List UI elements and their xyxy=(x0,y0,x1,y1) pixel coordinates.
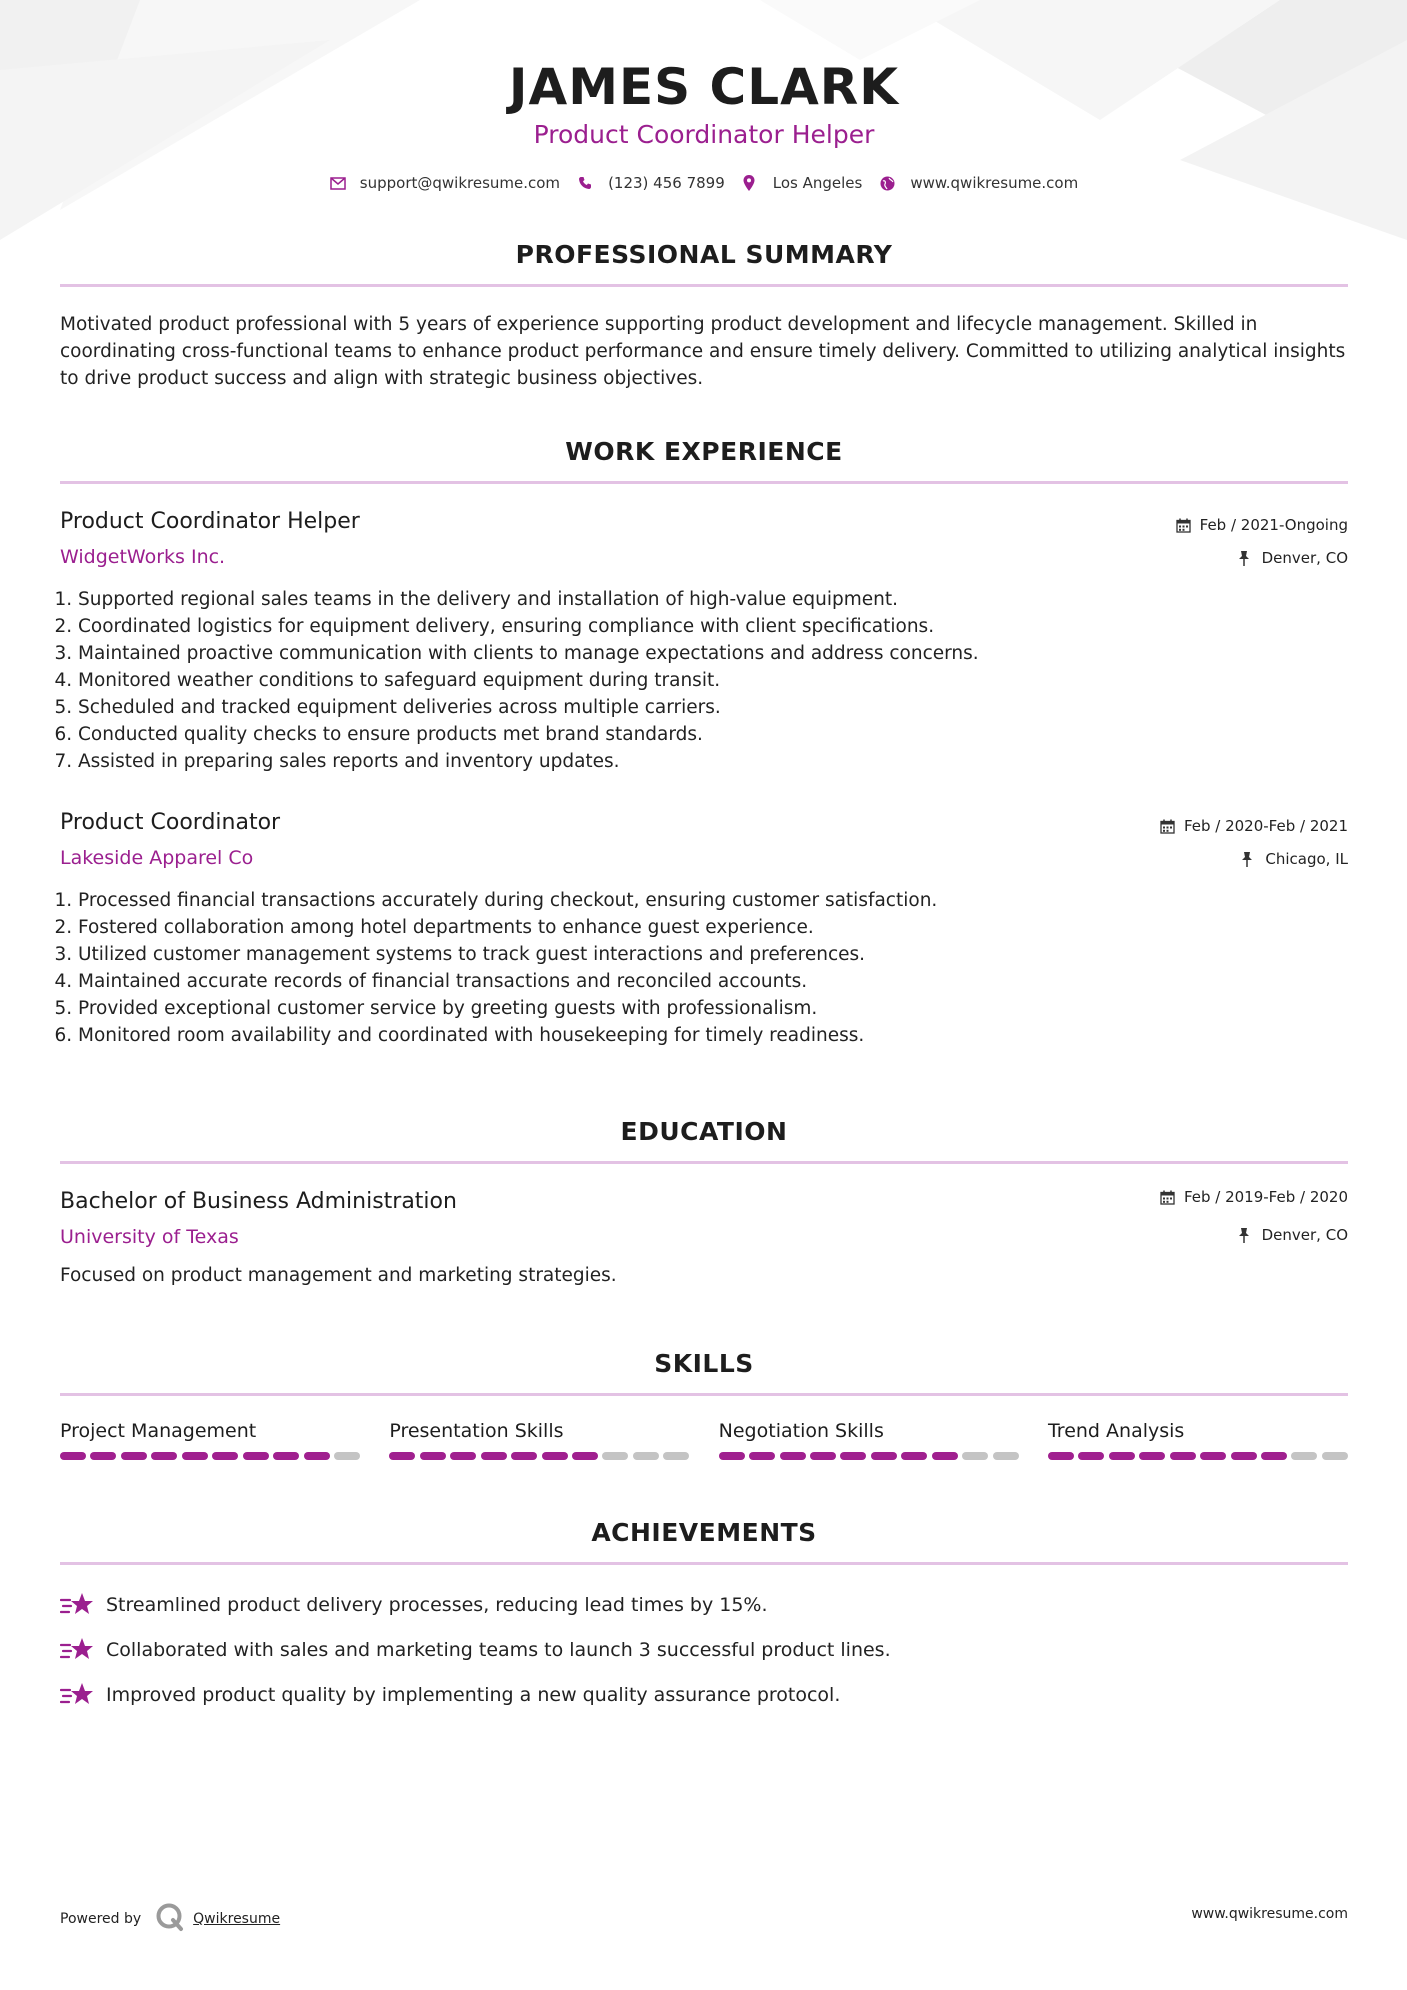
contact-website[interactable] xyxy=(880,174,1078,192)
globe-icon xyxy=(880,175,896,191)
skill-segment-filled xyxy=(749,1452,775,1460)
skill-segment-filled xyxy=(243,1452,269,1460)
job-dates-text: Feb / 2020-Feb / 2021 xyxy=(1183,817,1348,835)
skill-segment-empty xyxy=(1291,1452,1317,1460)
achievement-item xyxy=(60,1681,840,1709)
footer-powered-by xyxy=(60,1902,280,1936)
skill-item xyxy=(719,1420,1019,1460)
skill-segment-filled xyxy=(901,1452,927,1460)
skill-segment-filled xyxy=(871,1452,897,1460)
job-company: WidgetWorks Inc. xyxy=(60,546,226,568)
list-item: 3. Utilized customer management systems to track guest interactions and preferences. xyxy=(78,941,1338,968)
skill-segment-filled xyxy=(511,1452,537,1460)
skills-list xyxy=(60,1420,1348,1460)
skill-level-bar xyxy=(719,1452,1019,1460)
skill-segment-filled xyxy=(1078,1452,1104,1460)
skill-segment-empty xyxy=(1322,1452,1348,1460)
qwikresume-logo-icon xyxy=(155,1902,185,1936)
calendar-icon xyxy=(1160,819,1175,834)
skill-segment-empty xyxy=(334,1452,360,1460)
job-location-text: Chicago, IL xyxy=(1265,850,1348,868)
skill-segment-empty xyxy=(962,1452,988,1460)
education-dates-text: Feb / 2019-Feb / 2020 xyxy=(1183,1188,1348,1206)
job-dates xyxy=(1160,817,1348,835)
contact-bar xyxy=(60,174,1348,192)
section-title-achievements: ACHIEVEMENTS xyxy=(591,1518,817,1547)
job-dates-text: Feb / 2021-Ongoing xyxy=(1199,516,1348,534)
list-item: 3. Maintained proactive communication with clients to manage expectations and address concerns. xyxy=(78,640,1338,667)
skill-item xyxy=(1048,1420,1348,1460)
skill-name: Presentation Skills xyxy=(389,1420,564,1442)
achievement-item xyxy=(60,1591,768,1619)
section-title-skills: SKILLS xyxy=(654,1349,754,1378)
skill-segment-empty xyxy=(663,1452,689,1460)
skill-segment-filled xyxy=(1231,1452,1257,1460)
skill-segment-filled xyxy=(273,1452,299,1460)
skill-segment-filled xyxy=(212,1452,238,1460)
education-dates xyxy=(1160,1188,1348,1206)
skill-segment-filled xyxy=(1139,1452,1165,1460)
list-item: 6. Monitored room availability and coordinated with housekeeping for timely readiness. xyxy=(78,1022,1338,1049)
pushpin-icon xyxy=(1238,1228,1253,1243)
skill-segment-filled xyxy=(780,1452,806,1460)
brand-link[interactable]: Qwikresume xyxy=(193,1911,281,1927)
list-item: 5. Scheduled and tracked equipment deliveries across multiple carriers. xyxy=(78,694,1338,721)
job-company: Lakeside Apparel Co xyxy=(60,847,254,869)
education-school: University of Texas xyxy=(60,1226,239,1248)
pushpin-icon xyxy=(1238,551,1253,566)
shooting-star-icon xyxy=(60,1591,94,1619)
skill-segment-filled xyxy=(60,1452,86,1460)
achievement-text: Improved product quality by implementing a new quality assurance protocol. xyxy=(106,1684,841,1706)
section-divider xyxy=(60,1562,1348,1565)
skill-segment-filled xyxy=(932,1452,958,1460)
section-divider xyxy=(60,481,1348,484)
achievement-item xyxy=(60,1636,891,1664)
footer-website[interactable]: www.qwikresume.com xyxy=(1191,1906,1348,1922)
list-item: 2. Coordinated logistics for equipment delivery, ensuring compliance with client specifications. xyxy=(78,613,1338,640)
skill-segment-filled xyxy=(121,1452,147,1460)
achievement-text: Collaborated with sales and marketing teams to launch 3 successful product lines. xyxy=(106,1639,891,1661)
skill-segment-filled xyxy=(719,1452,745,1460)
skill-level-bar xyxy=(1048,1452,1348,1460)
list-item: 1. Processed financial transactions accurately during checkout, ensuring customer satisfaction. xyxy=(78,887,1338,914)
skill-segment-filled xyxy=(840,1452,866,1460)
list-item: 2. Fostered collaboration among hotel departments to enhance guest experience. xyxy=(78,914,1338,941)
section-title-summary: PROFESSIONAL SUMMARY xyxy=(515,240,893,269)
contact-email-text: support@qwikresume.com xyxy=(359,174,561,192)
skill-item xyxy=(389,1420,689,1460)
map-marker-icon xyxy=(743,175,759,191)
skill-segment-filled xyxy=(420,1452,446,1460)
education-degree: Bachelor of Business Administration xyxy=(60,1189,457,1214)
section-divider xyxy=(60,1161,1348,1164)
calendar-icon xyxy=(1176,518,1191,533)
skill-segment-filled xyxy=(1200,1452,1226,1460)
list-item: 4. Maintained accurate records of financial transactions and reconciled accounts. xyxy=(78,968,1338,995)
skill-segment-filled xyxy=(1048,1452,1074,1460)
skill-segment-filled xyxy=(304,1452,330,1460)
education-location-text: Denver, CO xyxy=(1261,1226,1348,1244)
skill-segment-filled xyxy=(151,1452,177,1460)
list-item: 6. Conducted quality checks to ensure products met brand standards. xyxy=(78,721,1338,748)
achievement-text: Streamlined product delivery processes, reducing lead times by 15%. xyxy=(106,1594,768,1616)
shooting-star-icon xyxy=(60,1681,94,1709)
section-title-experience: WORK EXPERIENCE xyxy=(565,437,843,466)
skill-segment-empty xyxy=(602,1452,628,1460)
skill-segment-filled xyxy=(542,1452,568,1460)
powered-by-label: Powered by xyxy=(60,1911,142,1927)
skill-segment-filled xyxy=(182,1452,208,1460)
education-description: Focused on product management and marketing strategies. xyxy=(60,1265,617,1286)
calendar-icon xyxy=(1160,1190,1175,1205)
skill-segment-filled xyxy=(90,1452,116,1460)
contact-email[interactable] xyxy=(330,174,560,192)
section-divider xyxy=(60,284,1348,287)
skill-segment-filled xyxy=(572,1452,598,1460)
list-item: 4. Monitored weather conditions to safeguard equipment during transit. xyxy=(78,667,1338,694)
job-responsibilities xyxy=(60,887,1338,1049)
skill-segment-filled xyxy=(1170,1452,1196,1460)
summary-text: Motivated product professional with 5 years of experience supporting product development and lifecycle management. Skilled in coordinating cross-functional teams to enhance product performance and ensure timely delivery. Committed to utilizing analytical insights to drive product success and align with strategic business objectives. xyxy=(60,314,1346,389)
skill-name: Trend Analysis xyxy=(1047,1420,1185,1442)
contact-website-text: www.qwikresume.com xyxy=(910,174,1079,192)
skill-level-bar xyxy=(60,1452,360,1460)
section-divider xyxy=(60,1393,1348,1396)
skill-segment-empty xyxy=(633,1452,659,1460)
envelope-icon xyxy=(330,175,346,191)
job-title: Product Coordinator xyxy=(60,810,281,835)
contact-location-text: Los Angeles xyxy=(772,174,863,192)
skill-segment-filled xyxy=(810,1452,836,1460)
job-dates xyxy=(1176,516,1348,534)
contact-phone[interactable] xyxy=(578,174,725,192)
job-location xyxy=(1238,549,1348,567)
skill-segment-empty xyxy=(993,1452,1019,1460)
contact-phone-text: (123) 456 7899 xyxy=(608,174,725,192)
skill-segment-filled xyxy=(389,1452,415,1460)
phone-icon xyxy=(578,175,594,191)
list-item: 7. Assisted in preparing sales reports and inventory updates. xyxy=(78,748,1338,775)
skill-level-bar xyxy=(389,1452,689,1460)
contact-location xyxy=(743,174,863,192)
job-responsibilities xyxy=(60,586,1338,775)
candidate-role: Product Coordinator Helper xyxy=(533,120,875,149)
skill-segment-filled xyxy=(1109,1452,1135,1460)
job-location xyxy=(1241,850,1348,868)
job-title: Product Coordinator Helper xyxy=(60,509,360,534)
list-item: 5. Provided exceptional customer service by greeting guests with professionalism. xyxy=(78,995,1338,1022)
skill-segment-filled xyxy=(450,1452,476,1460)
skill-item xyxy=(60,1420,360,1460)
skill-segment-filled xyxy=(481,1452,507,1460)
candidate-name: JAMES CLARK xyxy=(508,58,900,116)
skill-name: Project Management xyxy=(60,1420,257,1442)
shooting-star-icon xyxy=(60,1636,94,1664)
section-title-education: EDUCATION xyxy=(620,1117,788,1146)
skill-name: Negotiation Skills xyxy=(718,1420,884,1442)
job-location-text: Denver, CO xyxy=(1261,549,1348,567)
list-item: 1. Supported regional sales teams in the delivery and installation of high-value equipment. xyxy=(78,586,1338,613)
skill-segment-filled xyxy=(1261,1452,1287,1460)
pushpin-icon xyxy=(1241,852,1256,867)
education-location xyxy=(1238,1226,1348,1244)
